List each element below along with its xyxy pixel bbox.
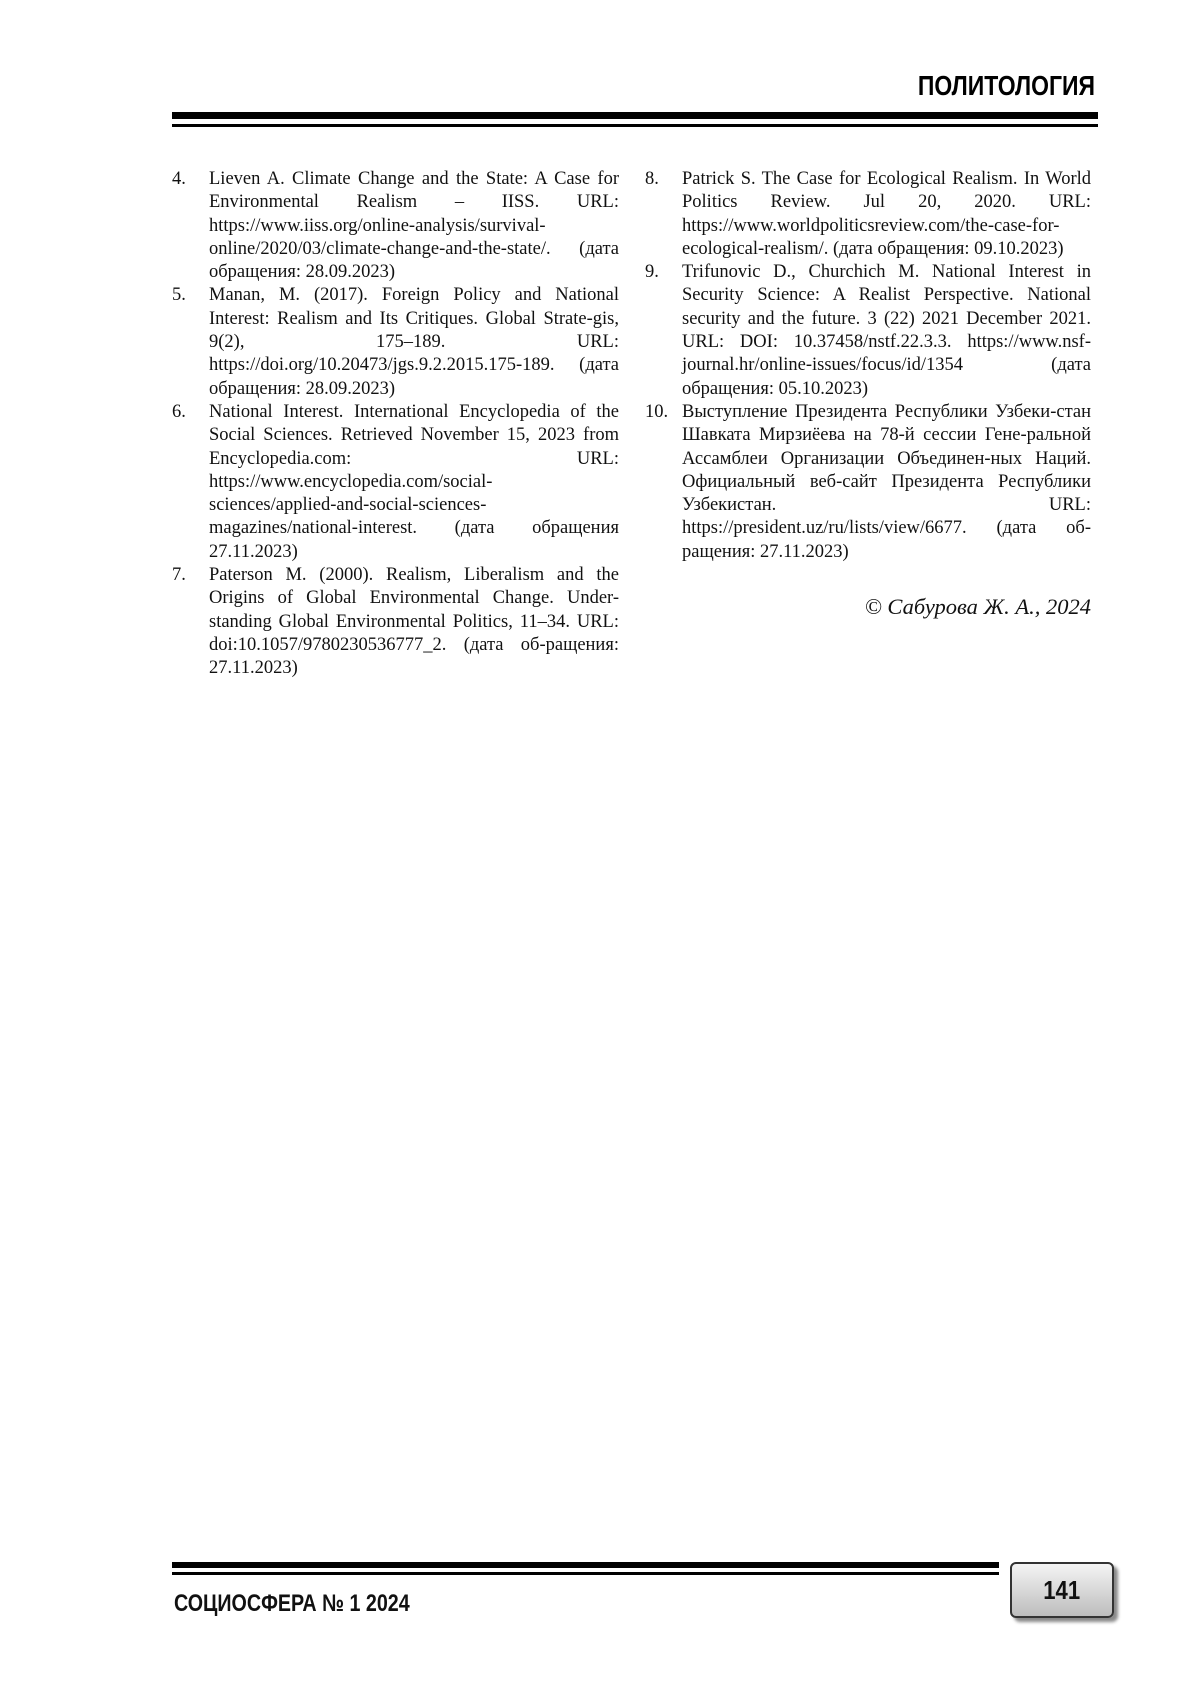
journal-issue-label: СОЦИОСФЕРА № 1 2024 [174,1590,410,1617]
copyright-line: © Сабурова Ж. А., 2024 [864,594,1091,620]
page-number-badge [1010,1562,1114,1618]
reference-number: 5. [172,285,186,306]
right-column [645,168,1091,620]
header-rule-thick [172,112,1098,119]
reference-item [172,168,619,284]
reference-text: Manan, M. (2017). Foreign Policy and National Interest: Realism and Its Critiques. Global Strate-gis, 9(2), 175–189. URL: https://doi.org/10.20473/jgs.9.2.2015.175-189. (дата обращения: 28.09.2023) [209,285,619,399]
left-column [172,168,619,681]
reference-item [645,168,1091,261]
reference-number: 7. [172,565,186,586]
reference-number: 9. [645,262,659,283]
reference-text: National Interest. International Encyclopedia of the Social Sciences. Retrieved November 15, 2023 from Encyclopedia.com: URL: https://www.encyclopedia.com/social-sciences/applied-and-social-sciences-magazines/national-interest. (дата обращения 27.11.2023) [209,401,619,562]
reference-item [645,261,1091,401]
reference-item [172,284,619,400]
reference-list-right [645,168,1091,564]
reference-text: Paterson M. (2000). Realism, Liberalism and the Origins of Global Environmental Change. Under-standing Global Environmental Politics, 11–34. URL: doi:10.1057/9780230536777_2. (дата об-ращения: 27.11.2023) [209,565,619,679]
page-number: 141 [1043,1574,1081,1605]
reference-item [172,564,619,680]
reference-number: 4. [172,169,186,189]
reference-list-left [172,168,619,681]
footer-rule-thick [172,1562,999,1568]
reference-text: Patrick S. The Case for Ecological Realism. In World Politics Review. Jul 20, 2020. URL: https://www.worldpoliticsreview.com/the-case-for-ecological-realism/. (дата обращения: 09.10.2023) [682,169,1091,259]
section-title: ПОЛИТОЛОГИЯ [917,70,1095,101]
footer-rule-thin [172,1572,999,1575]
reference-number: 6. [172,401,186,422]
header-rule-thin [172,124,1098,127]
reference-text: Trifunovic D., Churchich M. National Interest in Security Science: A Realist Perspective. National security and the future. 3 (22) 2021 December 2021. URL: DOI: 10.37458/nstf.22.3.3. https://www.nsf-journal.hr/online-issues/focus/id/1354 (дата обращения: 05.10.2023) [682,262,1091,399]
reference-text: Lieven A. Climate Change and the State: A Case for Environmental Realism – IISS. URL: https://www.iiss.org/online-analysis/survival-online/2020/03/climate-change-and-the-state/. (дата обращения: 28.09.2023) [209,169,619,283]
reference-item [172,401,619,564]
reference-number: 10. [645,401,669,422]
reference-text: Выступление Президента Республики Узбеки-стан Шавката Мирзиёева на 78-й сессии Гене-ральной Ассамблеи Организации Объединен-ных Наций. Официальный веб-сайт Президента Республики Узбекистан. URL: https://president.uz/ru/lists/view/6677. (дата об-ращения: 27.11.2023) [682,401,1091,562]
reference-number: 8. [645,169,659,189]
reference-item [645,401,1091,564]
